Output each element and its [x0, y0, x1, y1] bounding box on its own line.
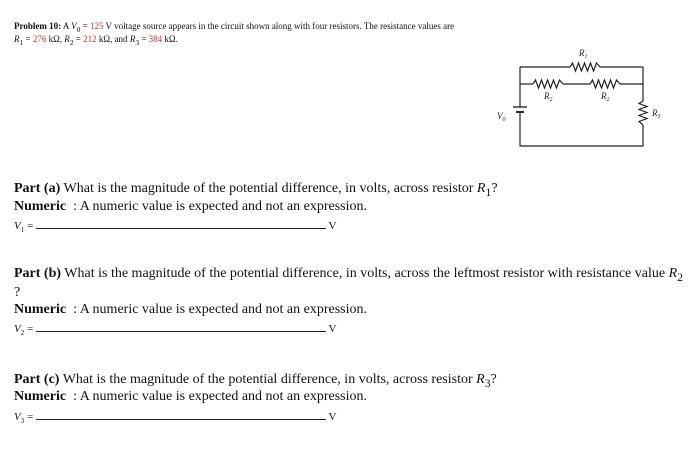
r2-equals: =: [75, 34, 81, 44]
part-a-answer-input[interactable]: [36, 218, 326, 229]
part-a-tag: Part (a): [14, 181, 61, 196]
part-b-answer-row: [14, 321, 336, 337]
part-c-question: [14, 372, 497, 390]
part-b-var-sub: 2: [20, 329, 25, 338]
part-c-numeric-label: Numeric: [14, 389, 67, 404]
r3-unit: kΩ: [164, 34, 176, 44]
problem-statement-line1: [14, 21, 454, 34]
part-b-text: What is the magnitude of the potential difference, in volts, across the leftmost resistor with resistance value: [64, 266, 666, 281]
circuit-label-r2-right: $R_2$: [601, 91, 610, 103]
part-c-var-sub: 3: [20, 417, 25, 426]
r1-equals: =: [25, 34, 31, 44]
part-c-subscript: 3: [484, 376, 491, 390]
r3-symbol: R: [129, 34, 136, 44]
v0-value: 125: [89, 21, 104, 31]
r2-value: 212: [83, 34, 97, 44]
part-c-answer-input[interactable]: [36, 409, 326, 420]
problem-label: Problem 10:: [14, 21, 62, 31]
problem-intro-b: V voltage source appears in the circuit shown along with four resistors. The resistance values are: [105, 21, 455, 31]
r2-subscript: 2: [69, 37, 74, 47]
r3-subscript: 3: [135, 37, 140, 47]
and-text: , and: [110, 34, 128, 44]
circuit-label-r2-left: $R_2$: [544, 91, 553, 103]
part-a-eq: =: [26, 220, 34, 232]
r1-sep: ,: [59, 34, 63, 44]
wire-bottom: [520, 123, 643, 146]
r3-value: 384: [148, 34, 163, 44]
circuit-label-r3: $R_3$: [652, 108, 661, 120]
resistor-r2-right-icon: [590, 80, 620, 88]
r1-symbol: R: [14, 34, 20, 44]
r1-unit: kΩ: [48, 34, 60, 44]
part-a-question: [14, 181, 498, 199]
part-b-var: V: [14, 323, 21, 335]
part-b-qmark: ?: [14, 285, 21, 300]
part-a-symbol: R: [476, 181, 486, 196]
part-b-tag: Part (b): [14, 266, 62, 281]
circuit-label-v0: $V_0$: [497, 111, 506, 123]
part-a-text: What is the magnitude of the potential difference, in volts, across resistor: [63, 181, 474, 196]
part-c-var: V: [14, 411, 21, 423]
part-a-answer-row: [14, 218, 336, 234]
r2-unit: kΩ: [98, 34, 111, 44]
part-a-unit: V: [328, 220, 337, 232]
part-b-symbol: R: [668, 266, 678, 281]
part-c-tag: Part (c): [14, 372, 60, 387]
resistor-r1-icon: [570, 63, 600, 71]
circuit-label-r1: $R_1$: [579, 48, 588, 60]
part-b-subscript: 2: [677, 270, 683, 284]
problem-statement-line2: [14, 34, 178, 47]
part-a-qmark: ?: [491, 181, 498, 196]
part-a-numeric: [14, 199, 367, 215]
part-b-numeric-desc: : A numeric value is expected and not an expression.: [73, 302, 368, 317]
v0-equals: =: [82, 21, 88, 31]
part-a-var: V: [14, 220, 21, 232]
part-b-unit: V: [328, 323, 337, 335]
r3-equals: =: [141, 34, 147, 44]
part-c-numeric: [14, 389, 367, 405]
part-c-numeric-desc: : A numeric value is expected and not an expression.: [73, 389, 368, 404]
part-c-unit: V: [328, 411, 337, 423]
part-c-symbol: R: [476, 372, 485, 387]
part-c-qmark: ?: [490, 372, 497, 387]
part-a-var-sub: 1: [20, 226, 25, 235]
part-b-eq: =: [26, 323, 34, 335]
v0-subscript: 0: [76, 24, 81, 34]
circuit-diagram: [495, 45, 675, 155]
problem-intro-a: A: [62, 21, 69, 31]
r1-value: 276: [32, 34, 47, 44]
part-c-text: What is the magnitude of the potential difference, in volts, across resistor: [62, 372, 473, 387]
v0-symbol: V: [71, 21, 77, 31]
part-a-numeric-desc: : A numeric value is expected and not an expression.: [73, 199, 368, 214]
problem-end: .: [175, 34, 178, 44]
part-b-numeric-label: Numeric: [14, 302, 67, 317]
part-c-eq: =: [26, 411, 34, 423]
part-a-subscript: 1: [485, 185, 492, 199]
part-c-answer-row: [14, 409, 336, 425]
resistor-r2-left-icon: [533, 80, 563, 88]
part-b-qmark-line: [14, 285, 20, 301]
part-b-question: [14, 266, 683, 284]
r2-symbol: R: [64, 34, 70, 44]
part-b-numeric: [14, 302, 367, 318]
r1-subscript: 1: [19, 37, 24, 47]
part-b-answer-input[interactable]: [36, 321, 326, 332]
resistor-r3-icon: [639, 101, 647, 125]
part-a-numeric-label: Numeric: [14, 199, 67, 214]
